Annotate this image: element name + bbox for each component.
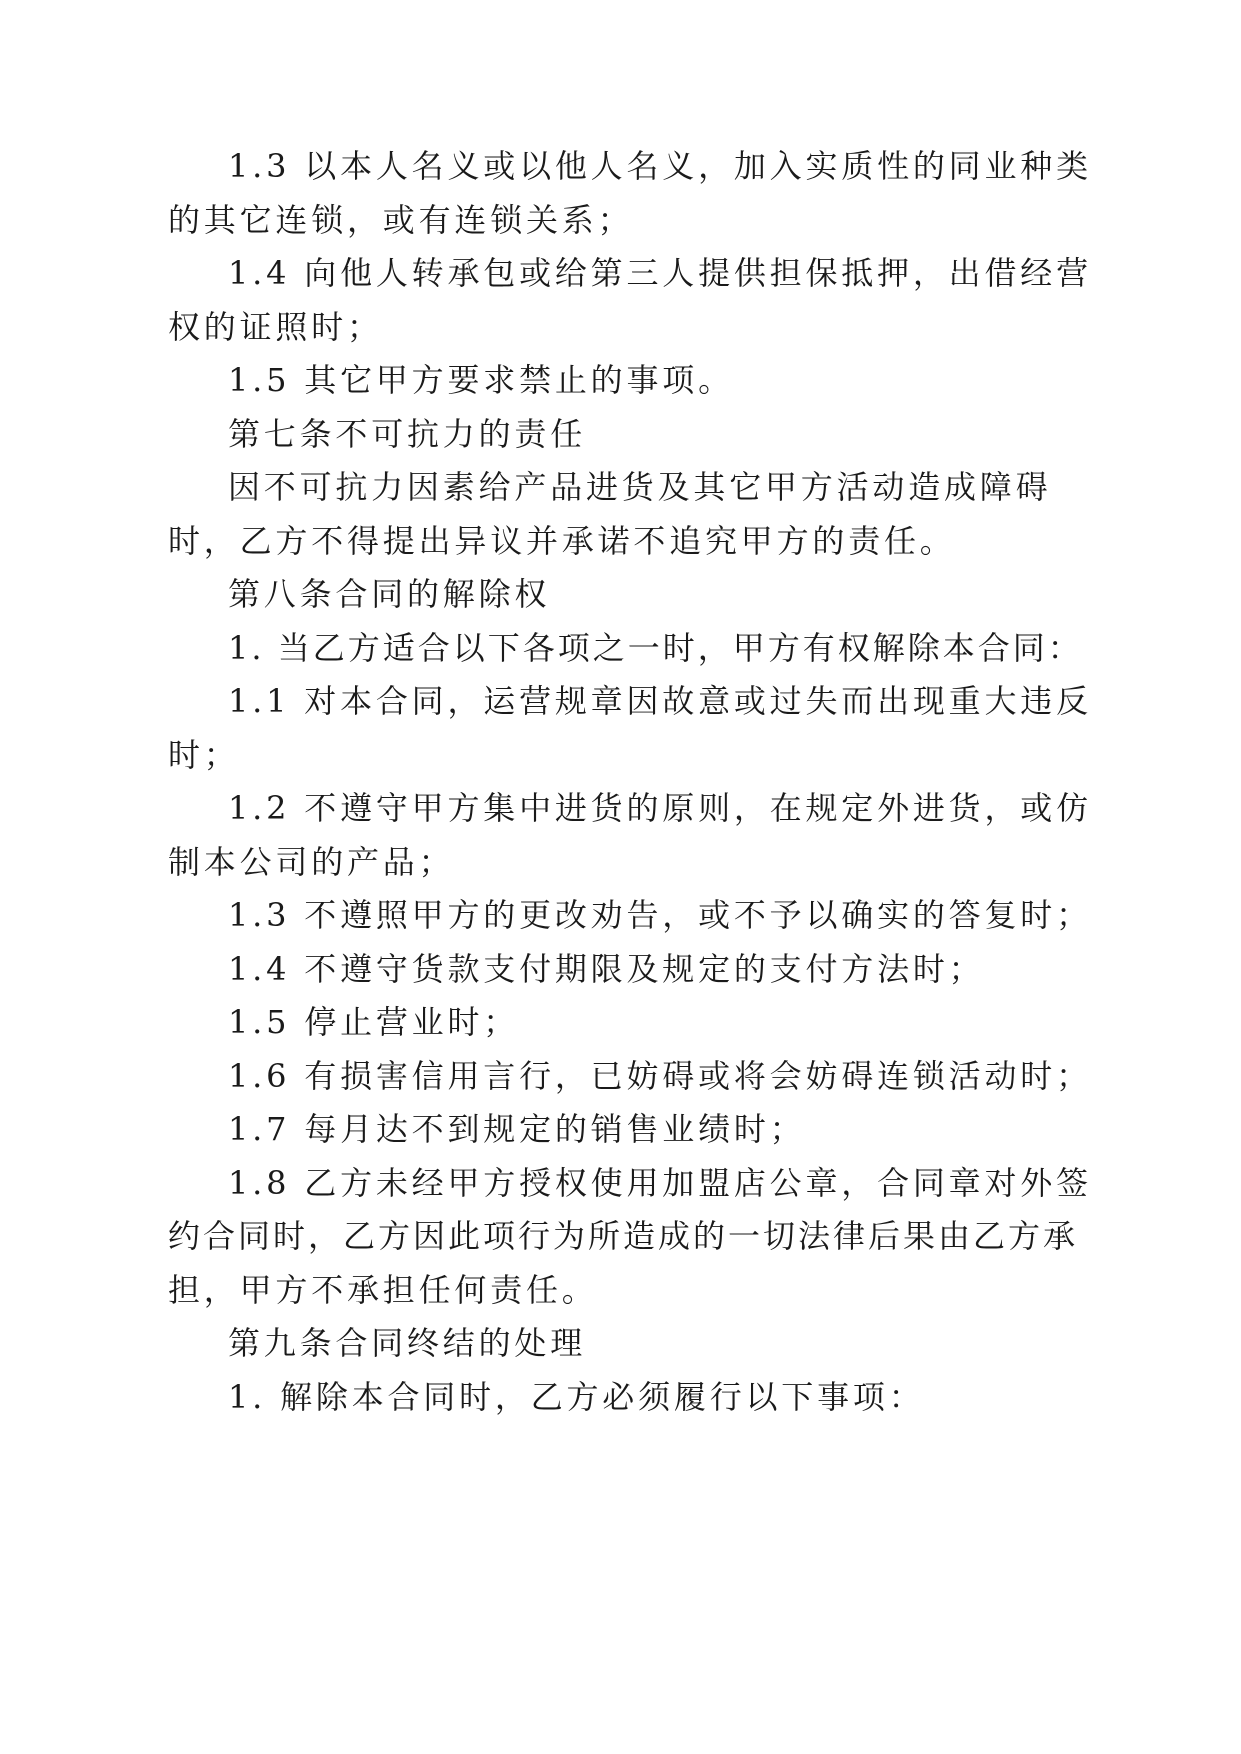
text-line: 1.2 不遵守甲方集中进货的原则，在规定外进货，或仿 — [228, 789, 1092, 827]
text-line: 1.7 每月达不到规定的销售业绩时； — [228, 1110, 806, 1148]
section-heading: 第七条不可抗力的责任 — [228, 415, 587, 453]
section-heading: 第九条合同终结的处理 — [228, 1324, 587, 1362]
text-line: 1. 当乙方适合以下各项之一时，甲方有权解除本合同： — [228, 629, 1083, 667]
text-line: 的其它连锁，或有连锁关系； — [168, 201, 634, 239]
text-line: 1.6 有损害信用言行，已妨碍或将会妨碍连锁活动时； — [228, 1057, 1092, 1095]
text-line: 制本公司的产品； — [168, 843, 455, 881]
text-line: 时； — [168, 736, 240, 774]
text-line: 1.5 其它甲方要求禁止的事项。 — [228, 361, 734, 399]
text-line: 担，甲方不承担任何责任。 — [168, 1271, 598, 1309]
text-line: 1.3 以本人名义或以他人名义，加入实质性的同业种类 — [228, 147, 1092, 185]
text-line: 1.3 不遵照甲方的更改劝告，或不予以确实的答复时； — [228, 896, 1092, 934]
text-line: 1.4 不遵守货款支付期限及规定的支付方法时； — [228, 950, 985, 988]
text-line: 时，乙方不得提出异议并承诺不追究甲方的责任。 — [168, 522, 956, 560]
text-line: 1.5 停止营业时； — [228, 1003, 520, 1041]
text-line: 1. 解除本合同时，乙方必须履行以下事项： — [228, 1378, 925, 1416]
section-heading: 第八条合同的解除权 — [228, 575, 551, 613]
text-line: 权的证照时； — [168, 308, 383, 346]
text-line: 1.1 对本合同，运营规章因故意或过失而出现重大违反 — [228, 682, 1092, 720]
text-line: 1.4 向他人转承包或给第三人提供担保抵押，出借经营 — [228, 254, 1092, 292]
text-line: 因不可抗力因素给产品进货及其它甲方活动造成障碍 — [228, 468, 1052, 506]
text-line: 1.8 乙方未经甲方授权使用加盟店公章，合同章对外签 — [228, 1164, 1092, 1202]
text-line: 约合同时，乙方因此项行为所造成的一切法律后果由乙方承 — [168, 1217, 1079, 1255]
